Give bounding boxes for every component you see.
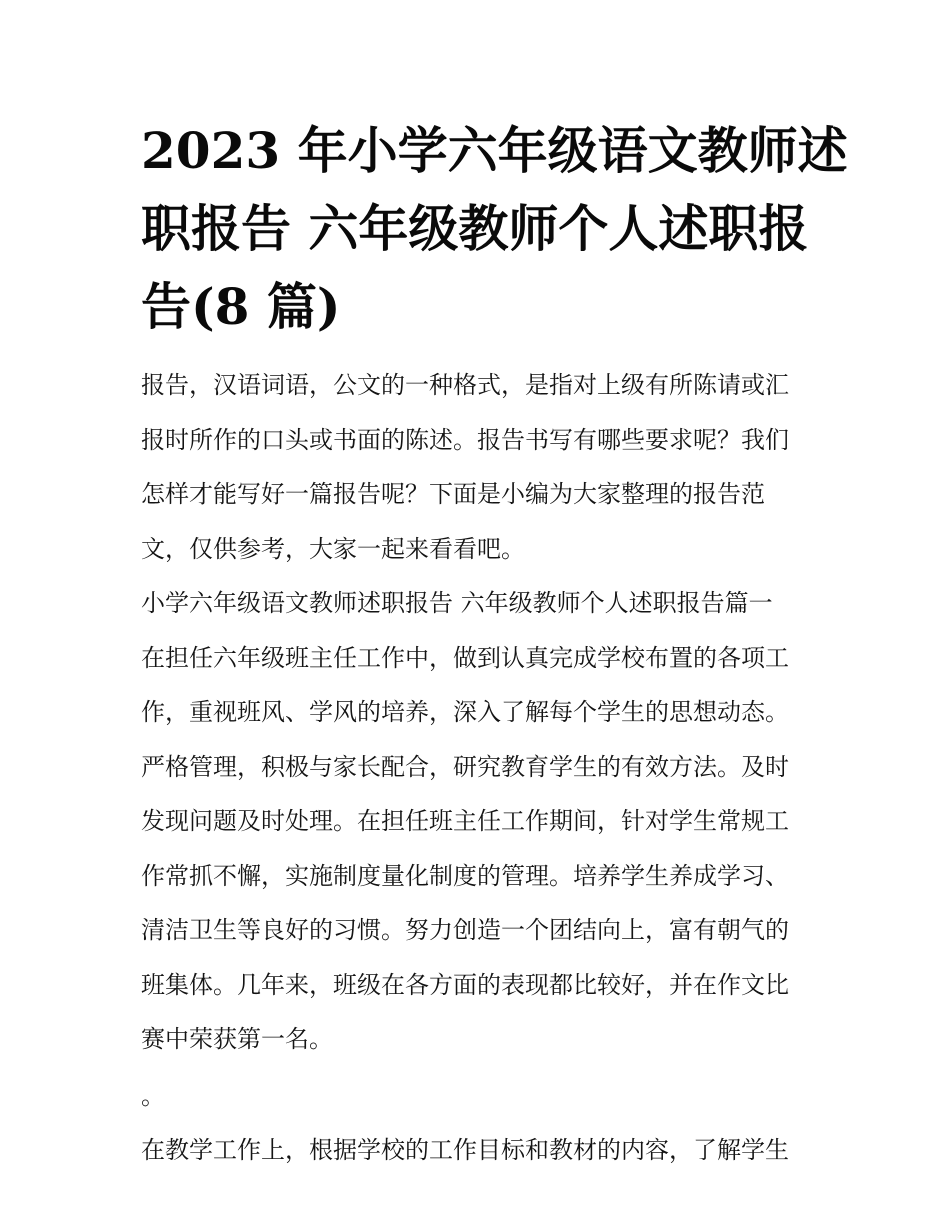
text-line: 发现问题及时处理。在担任班主任工作期间，针对学生常规工 [141, 807, 789, 835]
document-title [141, 112, 848, 346]
text-line: 严格管理，积极与家长配合，研究教育学生的有效方法。及时 [141, 752, 789, 781]
text-line: 清洁卫生等良好的习惯。努力创造一个团结向上，富有朝气的 [141, 916, 789, 944]
text-line: 在教学工作上，根据学校的工作目标和教材的内容，了解学生 [141, 1136, 789, 1164]
section-paragraph [141, 631, 813, 1067]
text-line: 怎样才能写好一篇报告呢？下面是小编为大家整理的报告范 [141, 480, 765, 508]
punctuation-line: 。 [141, 1081, 165, 1110]
document-content [141, 112, 848, 1178]
section-heading: 小学六年级语文教师述职报告 六年级教师个人述职报告篇一 [141, 589, 773, 617]
text-line: 在担任六年级班主任工作中，做到认真完成学校布置的各项工 [141, 643, 789, 672]
text-line: 班集体。几年来，班级在各方面的表现都比较好，并在作文比 [141, 970, 789, 999]
text-line: 作，重视班风、学风的培养，深入了解每个学生的思想动态。 [141, 698, 789, 726]
intro-paragraph [141, 358, 813, 576]
title-line: 职报告 六年级教师个人述职报 [141, 199, 809, 258]
title-line: 告(8 篇) [141, 277, 341, 336]
text-line: 报时所作的口头或书面的陈述。报告书写有哪些要求呢？我们 [141, 425, 789, 454]
document-body [141, 358, 813, 1178]
text-line: 赛中荣获第一名。 [141, 1025, 333, 1053]
text-line: 作常抓不懈，实施制度量化制度的管理。培养学生养成学习、 [141, 861, 789, 890]
title-line: 2023 年小学六年级语文教师述 [141, 121, 848, 180]
text-line: 报告，汉语词语，公文的一种格式，是指对上级有所陈请或汇 [141, 371, 789, 399]
text-line: 文，仅供参考，大家一起来看看吧。 [141, 534, 525, 563]
